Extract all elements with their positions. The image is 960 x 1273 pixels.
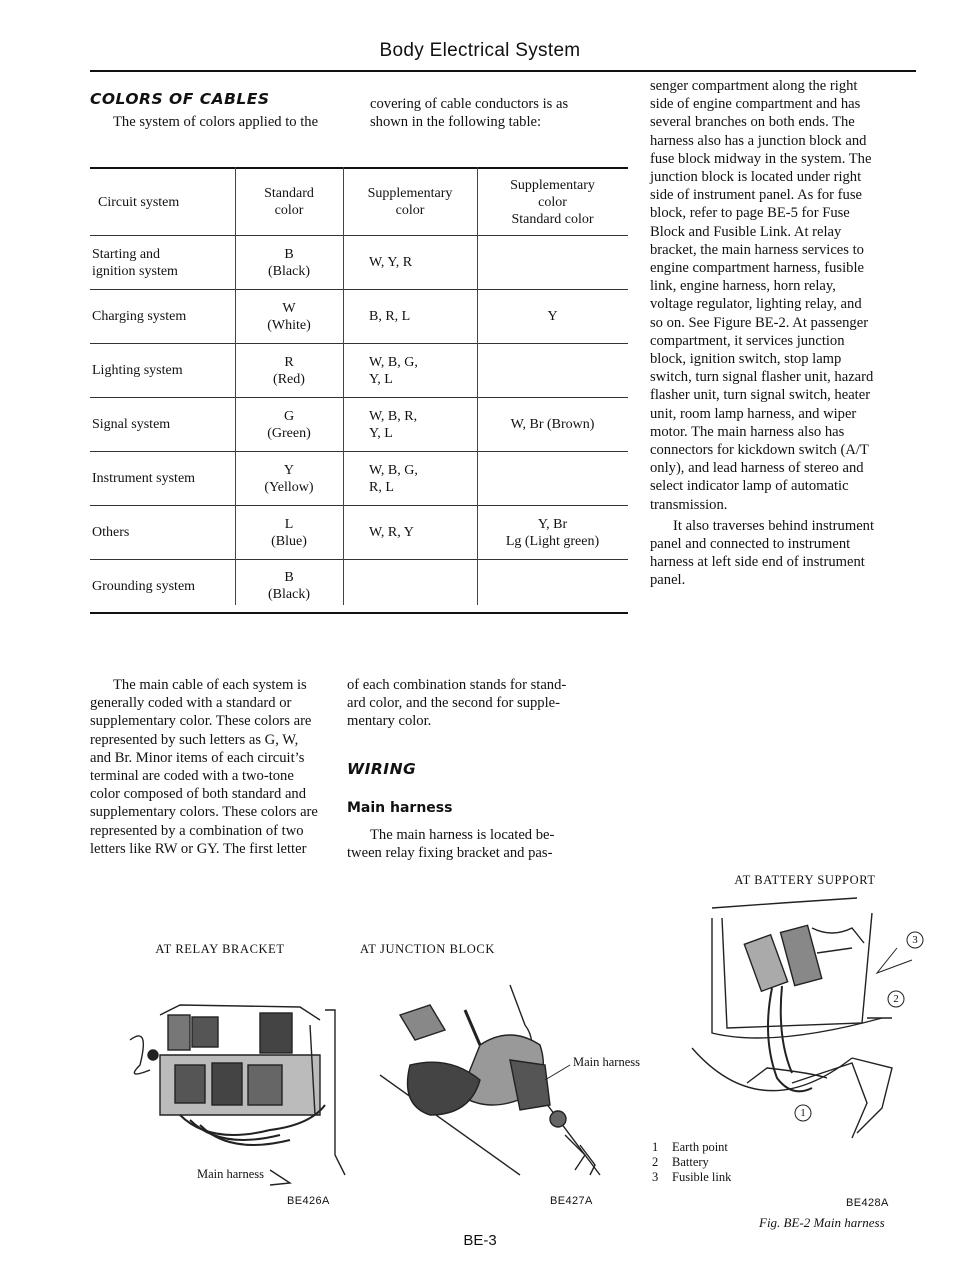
cell-supplementary: [343, 560, 477, 612]
cell-standard: L (Blue): [271, 516, 307, 549]
cell-circuit: Instrument system: [92, 471, 196, 486]
cell-standard: W (White): [267, 300, 311, 333]
table-divider: [235, 167, 236, 605]
colors-of-cables-heading: COLORS OF CABLES: [90, 90, 270, 108]
table-row: [90, 452, 628, 505]
battery-support-illustration: [652, 898, 922, 1178]
table-row: [90, 560, 628, 612]
table-row: [90, 290, 628, 343]
cell-supp-standard: W, Br (Brown): [510, 417, 595, 432]
table-bottom-rule: [90, 612, 628, 614]
cell-supplementary: W, R, Y: [369, 525, 414, 540]
cell-supplementary: W, Y, R: [369, 255, 413, 270]
figure-title: Fig. BE-2 Main harness: [759, 1215, 885, 1230]
junction-main-harness-label: Main harness: [573, 1055, 640, 1069]
intro-col2-line1: covering of cable conductors is as: [370, 96, 569, 112]
cell-supp-standard: Y, Br Lg (Light green): [505, 516, 600, 549]
battery-callout-2: 2: [893, 993, 899, 1005]
table-header-row: [90, 169, 628, 235]
cell-standard: B (Black): [268, 570, 310, 602]
cell-standard: R (Red): [273, 354, 305, 387]
header-standard-color: Standard color: [264, 186, 314, 218]
cell-supp-standard: [477, 344, 628, 397]
table-row: [90, 344, 628, 397]
page-number: BE-3: [463, 1232, 497, 1249]
cell-supp-standard: [477, 560, 628, 612]
cell-circuit: Signal system: [92, 417, 171, 432]
wiring-paragraph: The main harness is located be- tween relay fixing bracket and pas-: [347, 827, 555, 862]
table-divider: [477, 167, 478, 605]
header-rule: [90, 70, 916, 72]
relay-main-harness-label: Main harness: [197, 1167, 264, 1181]
table-row: [90, 506, 628, 559]
cell-supplementary: W, B, G, Y, L: [369, 354, 418, 387]
figure-caption-relay: AT RELAY BRACKET: [155, 942, 285, 956]
battery-figure-code: BE428A: [846, 1197, 889, 1209]
page-header-title: Body Electrical System: [379, 40, 581, 61]
cell-supp-standard: Y: [547, 309, 558, 324]
cell-standard: Y (Yellow): [264, 462, 314, 495]
figure-caption-junction: AT JUNCTION BLOCK: [360, 942, 495, 956]
legend-item: 2 Battery: [652, 1155, 709, 1169]
main-harness-subheading: Main harness: [347, 800, 453, 816]
relay-bracket-illustration: [120, 985, 350, 1195]
table-divider: [343, 167, 344, 605]
legend-item: 3 Fusible link: [652, 1170, 732, 1184]
relay-figure-code: BE426A: [287, 1195, 330, 1207]
cell-circuit: Others: [92, 525, 130, 540]
header-circuit-system: Circuit system: [98, 194, 180, 210]
cell-supp-standard: [477, 452, 628, 505]
figure-caption-battery: AT BATTERY SUPPORT: [734, 873, 876, 887]
cell-supp-standard: [477, 236, 628, 289]
table-row: [90, 398, 628, 451]
combination-paragraph: of each combination stands for stand- ard color, and the second for supple- mentary color.: [347, 677, 567, 730]
battery-legend: [652, 1140, 731, 1185]
cell-standard: G (Green): [267, 408, 311, 441]
right-column-paragraph: senger compartment along the right side of engine compartment and has several branches on both ends. The harness also has a junction block and fuse block midway in the system. The junction block is located under right side of instrument panel. As for fuse block, refer to page BE-5 for Fuse Block and Fusible Link. At relay bracket, the main harness services to engine compartment harness, fusible link, engine harness, horn relay, voltage regulator, lighting relay, and so on. See Figure BE-2. At passenger compartment, it services junction block, ignition switch, stop lamp switch, turn signal flasher unit, hazard flasher unit, turn signal switch, heater unit, room lamp harness, and wiper motor. The main harness also has connectors for kickdown switch (A/T only), and lead harness of stereo and select indicator lamp of automatic transmission. It also traverses behind instrument panel and connected to instrument harness at left side end of instrument panel.: [650, 78, 875, 589]
wiring-heading: WIRING: [347, 760, 417, 778]
header-supp-standard-color: Supplementary color Standard color: [510, 177, 595, 227]
legend-item: 1 Earth point: [652, 1140, 728, 1154]
battery-callout-3: 3: [912, 934, 918, 946]
cell-circuit: Lighting system: [92, 363, 183, 378]
cell-circuit: Starting and ignition system: [92, 246, 178, 279]
cell-supplementary: W, B, R, Y, L: [369, 408, 418, 441]
intro-col2-line2: shown in the following table:: [370, 114, 542, 130]
cell-circuit: Grounding system: [92, 578, 196, 594]
cell-standard: B (Black): [268, 246, 310, 279]
junction-figure-code: BE427A: [550, 1195, 593, 1207]
cell-circuit: Charging system: [92, 309, 187, 324]
table-row: [90, 236, 628, 289]
cell-supplementary: W, B, G, R, L: [369, 462, 418, 495]
cable-color-table: [90, 167, 628, 614]
intro-col1: The system of colors applied to the: [113, 114, 319, 130]
cell-supplementary: B, R, L: [369, 309, 411, 324]
main-cable-paragraph: The main cable of each system is generally coded with a standard or supplementary color. These colors are represented by such letters as G, W, and Br. Minor items of each circuit’s terminal are coded with a two-tone color composed of both standard and supplementary colors. These colors are represented by a combination of two letters like RW or GY. The first letter: [90, 677, 318, 857]
header-supplementary-color: Supplementary color: [367, 186, 453, 218]
junction-block-illustration: [370, 985, 630, 1185]
battery-callout-1: 1: [800, 1107, 806, 1119]
